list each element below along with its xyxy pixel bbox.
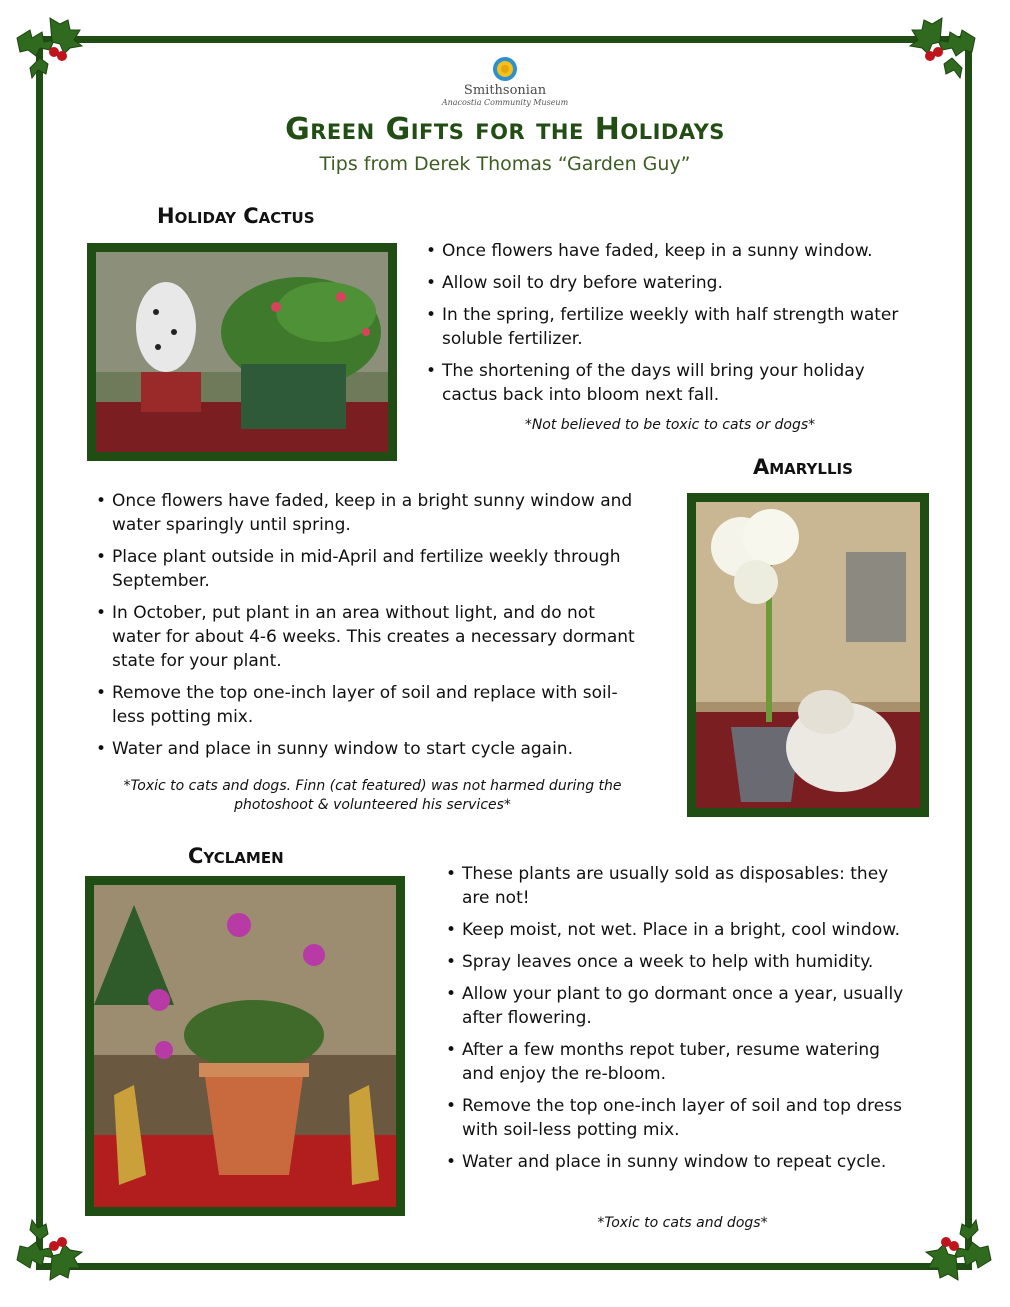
list-item: • These plants are usually sold as disposables: they are not! bbox=[446, 862, 916, 910]
list-item: • Allow your plant to go dormant once a year, usually after flowering. bbox=[446, 982, 916, 1030]
list-item: • Water and place in sunny window to repeat cycle. bbox=[446, 1150, 916, 1174]
list-item: • Keep moist, not wet. Place in a bright, cool window. bbox=[446, 918, 916, 942]
smithsonian-logo bbox=[440, 56, 570, 107]
logo-subtitle: Anacostia Community Museum bbox=[441, 98, 569, 107]
list-item: • Remove the top one-inch layer of soil and replace with soil-less potting mix. bbox=[96, 681, 646, 729]
holly-icon bbox=[916, 1210, 996, 1290]
holly-icon bbox=[12, 8, 92, 88]
holly-icon bbox=[900, 8, 980, 88]
section-heading-holiday-cactus: Holiday Cactus bbox=[157, 204, 315, 228]
list-item: • After a few months repot tuber, resume watering and enjoy the re-bloom. bbox=[446, 1038, 916, 1086]
sun-icon bbox=[492, 56, 518, 82]
list-item: • Remove the top one-inch layer of soil and top dress with soil-less potting mix. bbox=[446, 1094, 916, 1142]
list-item: • Once flowers have faded, keep in a bright sunny window and water sparingly until spring. bbox=[96, 489, 646, 537]
list-item: • Once flowers have faded, keep in a sunny window. bbox=[426, 239, 906, 263]
list-item: • In October, put plant in an area without light, and do not water for about 4-6 weeks. This creates a necessary dormant state for your plant. bbox=[96, 601, 646, 673]
list-item: • Place plant outside in mid-April and fertilize weekly through September. bbox=[96, 545, 646, 593]
page-subtitle: Tips from Derek Thomas “Garden Guy” bbox=[319, 153, 691, 175]
section-heading-amaryllis: Amaryllis bbox=[753, 455, 853, 479]
list-item: • The shortening of the days will bring your holiday cactus back into bloom next fall. bbox=[426, 359, 906, 407]
logo-name: Smithsonian bbox=[463, 83, 547, 98]
amaryllis-tips bbox=[96, 489, 646, 769]
cyclamen-tips bbox=[446, 862, 916, 1182]
list-item: • In the spring, fertilize weekly with half strength water soluble fertilizer. bbox=[426, 303, 906, 351]
list-item: • Spray leaves once a week to help with humidity. bbox=[446, 950, 916, 974]
amaryllis-photo bbox=[687, 493, 929, 817]
list-item: • Allow soil to dry before watering. bbox=[426, 271, 906, 295]
holiday-cactus-toxicity-note: *Not believed to be toxic to cats or dogs* bbox=[524, 417, 816, 433]
holly-icon bbox=[12, 1210, 92, 1290]
cyclamen-photo bbox=[85, 876, 405, 1216]
list-item: • Water and place in sunny window to start cycle again. bbox=[96, 737, 646, 761]
amaryllis-toxicity-note: *Toxic to cats and dogs. Finn (cat featured) was not harmed during the photoshoot & volunteered his services* bbox=[123, 778, 622, 813]
holiday-cactus-photo bbox=[87, 243, 397, 461]
section-heading-cyclamen: Cyclamen bbox=[188, 844, 284, 868]
page-title: Green Gifts for the Holidays bbox=[285, 112, 725, 147]
cyclamen-toxicity-note: *Toxic to cats and dogs* bbox=[597, 1215, 768, 1231]
holiday-cactus-tips bbox=[426, 239, 906, 415]
